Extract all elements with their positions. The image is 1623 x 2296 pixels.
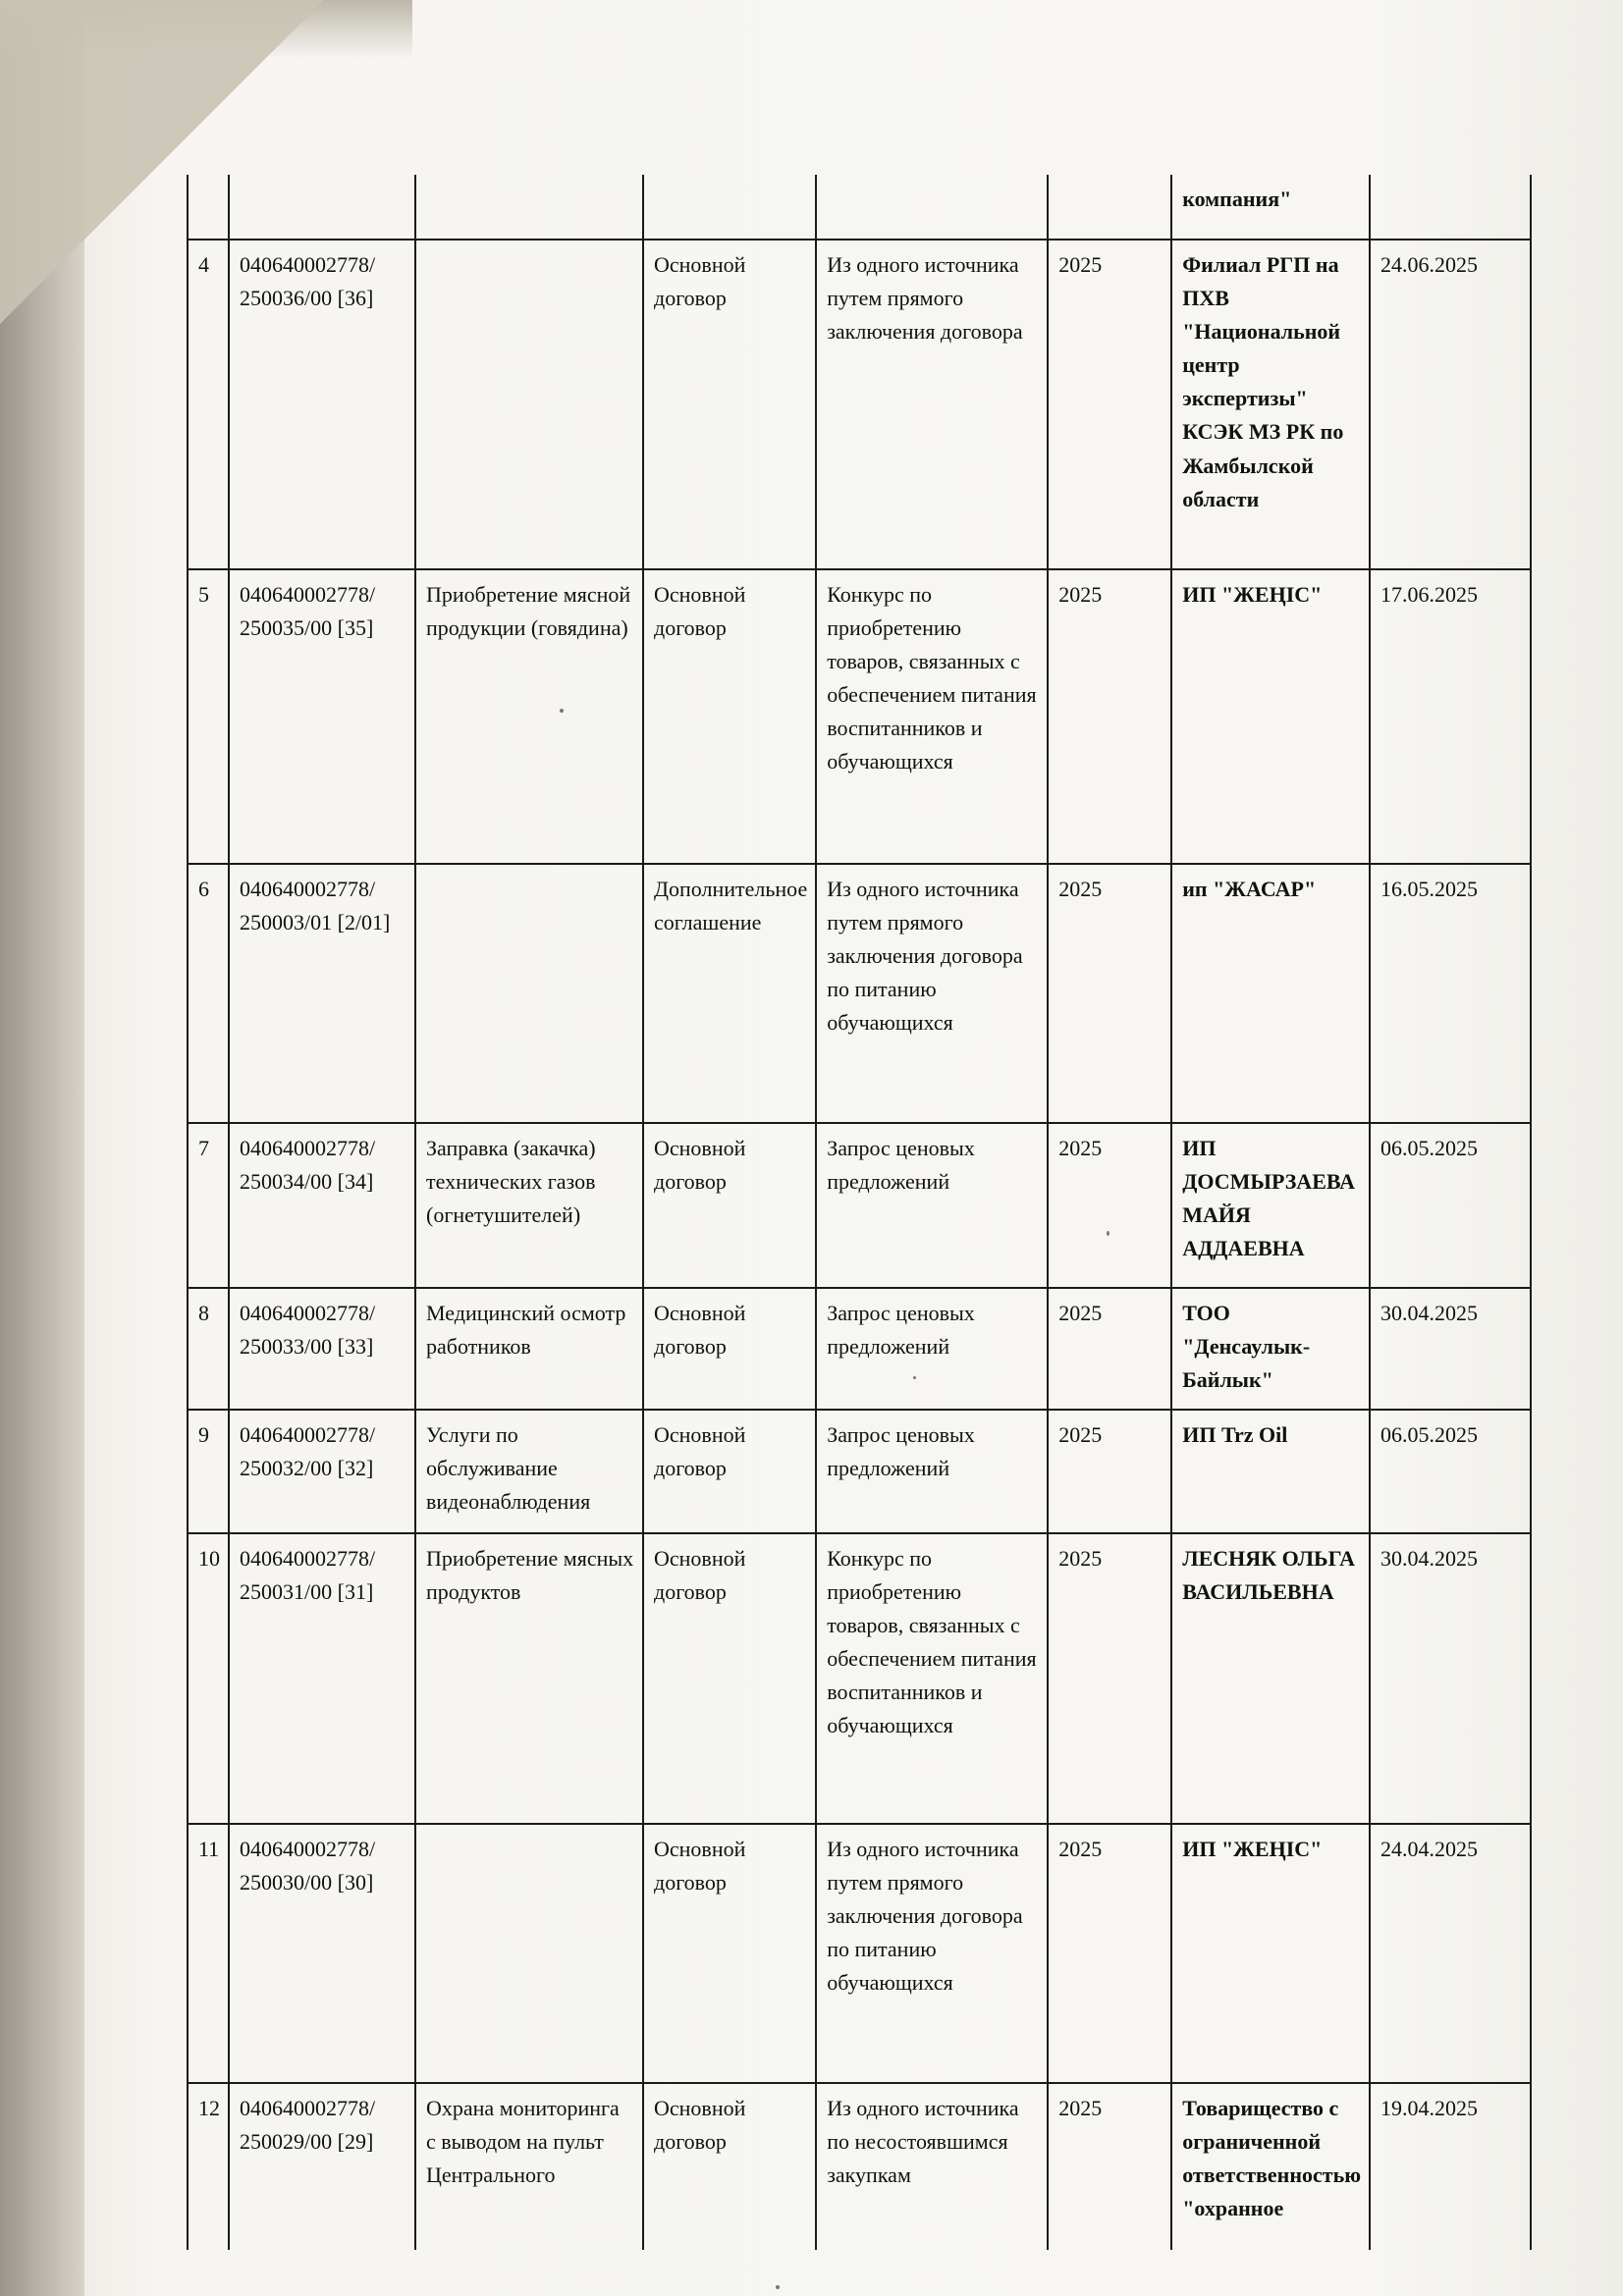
cell-code: 040640002778/ 250030/00 [30] [229,1824,415,2083]
cell-num [188,175,229,240]
cell-year: 2025 [1048,1123,1171,1288]
cell-year: 2025 [1048,240,1171,569]
cell-code: 040640002778/ 250029/00 [29] [229,2083,415,2250]
cell-num: 4 [188,240,229,569]
cell-method: Из одного источника путем прямого заключения договора по питанию обучающихся [816,864,1048,1123]
cell-name: Услуги по обслуживание видеонаблюдения [415,1410,643,1533]
cell-method: Из одного источника путем прямого заключения договора по питанию обучающихся [816,1824,1048,2083]
cell-code: 040640002778/ 250035/00 [35] [229,569,415,864]
scan-speck [913,1376,916,1379]
cell-supplier: ИП "ЖЕҢІС" [1171,569,1370,864]
cell-year: 2025 [1048,569,1171,864]
cell-num: 7 [188,1123,229,1288]
cell-method: Запрос ценовых предложений [816,1123,1048,1288]
cell-date: 30.04.2025 [1370,1288,1531,1410]
table-row [188,2083,1531,2250]
cell-num: 5 [188,569,229,864]
cell-method: Конкурс по приобретению товаров, связанных с обеспечением питания воспитанников и обучающихся [816,569,1048,864]
cell-num: 11 [188,1824,229,2083]
cell-code: 040640002778/ 250031/00 [31] [229,1533,415,1824]
cell-date: 19.04.2025 [1370,2083,1531,2250]
table-row [188,240,1531,569]
cell-supplier: компания" [1171,175,1370,240]
cell-method: Из одного источника путем прямого заключения договора [816,240,1048,569]
cell-method: Из одного источника по несостоявшимся закупкам [816,2083,1048,2250]
table-row [188,1824,1531,2083]
cell-year: 2025 [1048,1824,1171,2083]
cell-date: 16.05.2025 [1370,864,1531,1123]
table-row [188,569,1531,864]
cell-supplier: ЛЕСНЯК ОЛЬГА ВАСИЛЬЕВНА [1171,1533,1370,1824]
cell-type [643,175,816,240]
cell-type: Основной договор [643,1288,816,1410]
cell-name [415,864,643,1123]
cell-code: 040640002778/ 250036/00 [36] [229,240,415,569]
table-row [188,1123,1531,1288]
cell-name: Приобретение мясных продуктов [415,1533,643,1824]
cell-year: 2025 [1048,1410,1171,1533]
cell-name [415,240,643,569]
scan-speck [1107,1231,1109,1236]
cell-method: Запрос ценовых предложений [816,1288,1048,1410]
cell-date [1370,175,1531,240]
cell-supplier: ИП ДОСМЫРЗАЕВА МАЙЯ АДДАЕВНА [1171,1123,1370,1288]
cell-num: 9 [188,1410,229,1533]
table-row [188,175,1531,240]
page-binding-edge [0,0,84,2296]
procurement-table [187,175,1532,2250]
cell-method: Запрос ценовых предложений [816,1410,1048,1533]
cell-code [229,175,415,240]
cell-num: 10 [188,1533,229,1824]
cell-type: Основной договор [643,1824,816,2083]
cell-date: 06.05.2025 [1370,1123,1531,1288]
cell-year: 2025 [1048,2083,1171,2250]
cell-num: 12 [188,2083,229,2250]
cell-date: 24.04.2025 [1370,1824,1531,2083]
cell-supplier: Филиал РГП на ПХВ "Национальной центр экспертизы" КСЭК МЗ РК по Жамбылской области [1171,240,1370,569]
cell-type: Основной договор [643,569,816,864]
table-row [188,1410,1531,1533]
cell-method: Конкурс по приобретению товаров, связанных с обеспечением питания воспитанников и обучающихся [816,1533,1048,1824]
cell-type: Основной договор [643,1123,816,1288]
cell-type: Основной договор [643,1410,816,1533]
cell-name: Охрана мониторинга с выводом на пульт Центрального [415,2083,643,2250]
cell-type: Основной договор [643,2083,816,2250]
cell-date: 30.04.2025 [1370,1533,1531,1824]
cell-code: 040640002778/ 250003/01 [2/01] [229,864,415,1123]
cell-name: Заправка (закачка) технических газов (огнетушителей) [415,1123,643,1288]
cell-supplier: ИП Trz Oil [1171,1410,1370,1533]
cell-name: Медицинский осмотр работников [415,1288,643,1410]
cell-supplier: ип "ЖАСАР" [1171,864,1370,1123]
cell-num: 8 [188,1288,229,1410]
cell-code: 040640002778/ 250032/00 [32] [229,1410,415,1533]
cell-supplier: ТОО "Денсаулык-Байлык" [1171,1288,1370,1410]
table-row [188,1288,1531,1410]
scan-speck [560,709,564,713]
cell-name [415,1824,643,2083]
cell-date: 06.05.2025 [1370,1410,1531,1533]
cell-supplier: ИП "ЖЕҢІС" [1171,1824,1370,2083]
cell-method [816,175,1048,240]
cell-type: Основной договор [643,1533,816,1824]
table-row [188,864,1531,1123]
cell-year [1048,175,1171,240]
cell-date: 17.06.2025 [1370,569,1531,864]
scan-speck [776,2285,780,2289]
cell-name: Приобретение мясной продукции (говядина) [415,569,643,864]
cell-year: 2025 [1048,1533,1171,1824]
cell-num: 6 [188,864,229,1123]
cell-supplier: Товарищество с ограниченной ответственностью "охранное [1171,2083,1370,2250]
cell-code: 040640002778/ 250034/00 [34] [229,1123,415,1288]
cell-code: 040640002778/ 250033/00 [33] [229,1288,415,1410]
cell-name [415,175,643,240]
cell-type: Дополнительное соглашение [643,864,816,1123]
cell-type: Основной договор [643,240,816,569]
cell-year: 2025 [1048,864,1171,1123]
table-row [188,1533,1531,1824]
cell-date: 24.06.2025 [1370,240,1531,569]
cell-year: 2025 [1048,1288,1171,1410]
